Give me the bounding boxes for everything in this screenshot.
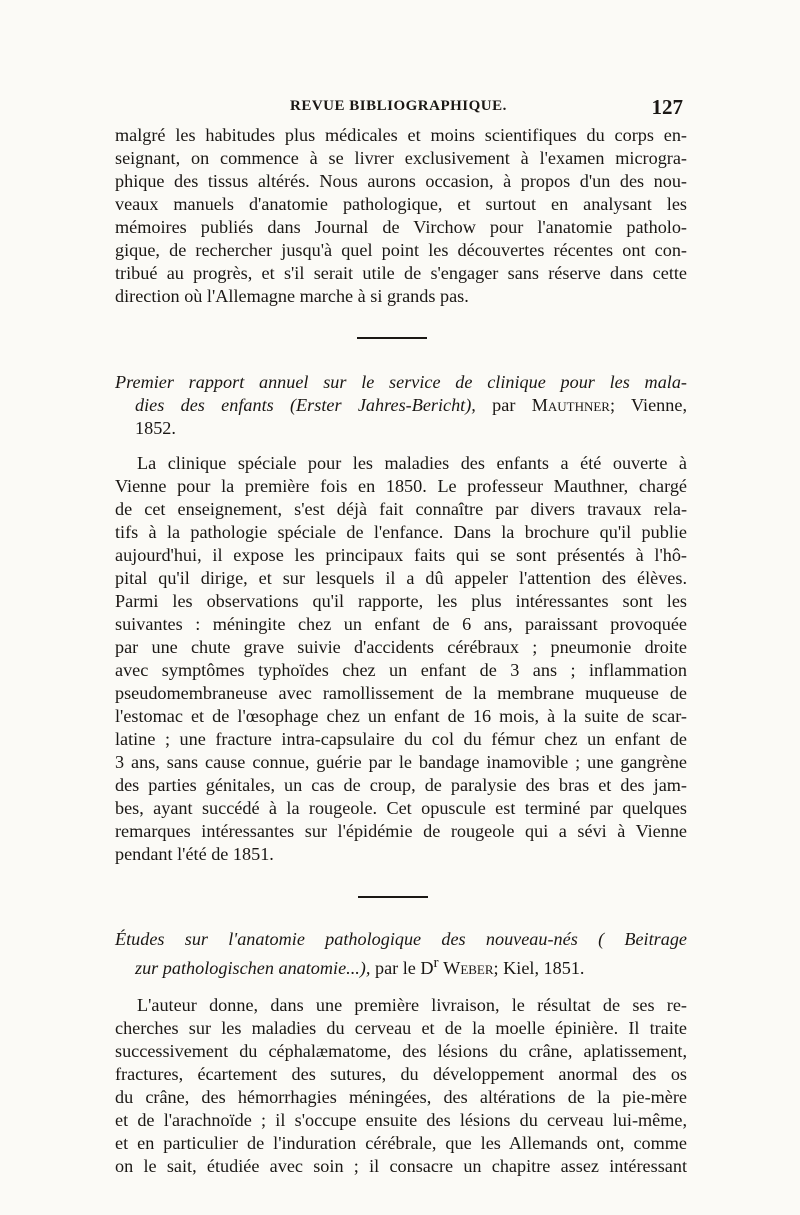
text-line: veaux manuels d'anatomie pathologique, et surtout en analysant les xyxy=(115,194,687,214)
entry-author: Weber xyxy=(443,958,494,979)
text-line: tifs à la pathologie spéciale de l'enfance. Dans la brochure qu'il publie xyxy=(115,522,687,542)
running-head-title: REVUE BIBLIOGRAPHIQUE. xyxy=(290,98,507,114)
text-line: l'estomac et de l'œsophage chez un enfant de 16 mois, à la suite de scar- xyxy=(115,706,687,726)
text-line: mémoires publiés dans Journal de Virchow pour l'anatomie patholo- xyxy=(115,217,687,237)
text-line: 3 ans, sans cause connue, guérie par le bandage inamovible ; une gangrène xyxy=(115,752,687,772)
entry-title-cont: dies des enfants (Erster Jahres-Bericht), xyxy=(135,395,476,415)
text-line: remarques intéressantes sur l'épidémie de rougeole qui a sévi à Vienne xyxy=(115,821,687,841)
text-line: du crâne, des hémorrhagies méningées, des altérations de la pie-mère xyxy=(115,1087,687,1108)
entry-title-line xyxy=(115,371,687,394)
text-line: bes, ayant succédé à la rougeole. Cet opuscule est terminé par quelques xyxy=(115,798,687,818)
bibliographic-entry-weber xyxy=(115,928,687,980)
text-line: par une chute grave suivie d'accidents cérébraux ; pneumonie droite xyxy=(115,637,687,657)
section-divider xyxy=(358,896,428,898)
paragraph-review-weber xyxy=(115,994,687,1017)
text-line: et en particulier de l'induration cérébrale, que les Allemands ont, comme xyxy=(115,1133,687,1154)
entry-par: par le D xyxy=(374,958,434,979)
entry-par: par xyxy=(492,395,516,415)
entry-title: Études sur l'anatomie pathologique des nouveau-nés xyxy=(115,929,578,949)
text-line: Vienne pour la première fois en 1850. Le professeur Mauthner, chargé xyxy=(115,476,687,496)
text-line: gique, de rechercher jusqu'à quel point les découvertes récentes ont con- xyxy=(115,240,687,260)
text-line: successivement du céphalæmatome, des lésions du crâne, aplatissement, xyxy=(115,1041,687,1062)
entry-year: 1852. xyxy=(135,418,176,438)
text-line: aujourd'hui, il expose les principaux faits qui se sont présentés à l'hô- xyxy=(115,545,687,565)
text-line: Parmi les observations qu'il rapporte, les plus intéressantes sont les xyxy=(115,591,687,611)
entry-place: ; Kiel, 1851. xyxy=(493,958,585,979)
text-line: de cet enseignement, s'est déjà fait connaître par divers travaux rela- xyxy=(115,499,687,519)
paragraph-review-mauthner-body xyxy=(115,475,687,866)
entry-title-line xyxy=(115,951,687,980)
text-line: tribué au progrès, et s'il serait utile de s'engager sans réserve dans cette xyxy=(115,263,687,283)
entry-title-cont: zur pathologischen anatomie...), xyxy=(135,958,371,979)
entry-title-line xyxy=(115,394,687,417)
text-line: seignant, on commence à se livrer exclusivement à l'examen microgra- xyxy=(115,148,687,168)
text-line: avec symptômes typhoïdes chez un enfant de 3 ans ; inflammation xyxy=(115,660,687,680)
text-line: des parties génitales, un cas de croup, de paralysie des bras et des jam- xyxy=(115,775,687,795)
bibliographic-entry-mauthner xyxy=(115,371,687,440)
section-divider xyxy=(357,337,427,339)
entry-place: ; Vienne, xyxy=(609,395,687,415)
text-line: direction où l'Allemagne marche à si grands pas. xyxy=(115,286,469,306)
entry-author: Mauthner xyxy=(531,395,610,415)
text-line: L'auteur donne, dans une première livraison, le résultat de ses re- xyxy=(137,995,687,1016)
text-line: latine ; une fracture intra-capsulaire du col du fémur chez un enfant de xyxy=(115,729,687,749)
text-line: suivantes : méningite chez un enfant de 6 ans, paraissant provoquée xyxy=(115,614,687,634)
entry-title-line xyxy=(115,928,687,951)
entry-title: Premier rapport annuel sur le service de clinique pour les mala- xyxy=(115,372,687,392)
book-page xyxy=(115,95,687,1178)
entry-title-german: ( Beitrage xyxy=(598,929,687,949)
text-line: cherches sur les maladies du cerveau et de la moelle épinière. Il traite xyxy=(115,1018,687,1039)
text-line: malgré les habitudes plus médicales et moins scientifiques du corps en- xyxy=(115,125,687,145)
text-line: et de l'arachnoïde ; il s'occupe ensuite des lésions du cerveau lui-même, xyxy=(115,1110,687,1131)
paragraph-review-weber-body xyxy=(115,1017,687,1178)
paragraph-continuation xyxy=(115,124,687,308)
running-head xyxy=(115,95,687,124)
page-number: 127 xyxy=(651,95,683,119)
paragraph-review-mauthner xyxy=(115,452,687,475)
text-line: pital qu'il dirige, et sur lesquels il a dû appeler l'attention des élèves. xyxy=(115,568,687,588)
entry-title-sup: r xyxy=(433,954,439,971)
text-line: phique des tissus altérés. Nous aurons occasion, à propos d'un des nou- xyxy=(115,171,687,191)
text-line: fractures, écartement des sutures, du développement anormal des os xyxy=(115,1064,687,1085)
text-line: pendant l'été de 1851. xyxy=(115,844,274,864)
text-line: on le sait, étudiée avec soin ; il consacre un chapitre assez intéressant xyxy=(115,1156,687,1177)
text-line: pseudomembraneuse avec ramollissement de la membrane muqueuse de xyxy=(115,683,687,703)
text-line: La clinique spéciale pour les maladies des enfants a été ouverte à xyxy=(137,453,687,473)
